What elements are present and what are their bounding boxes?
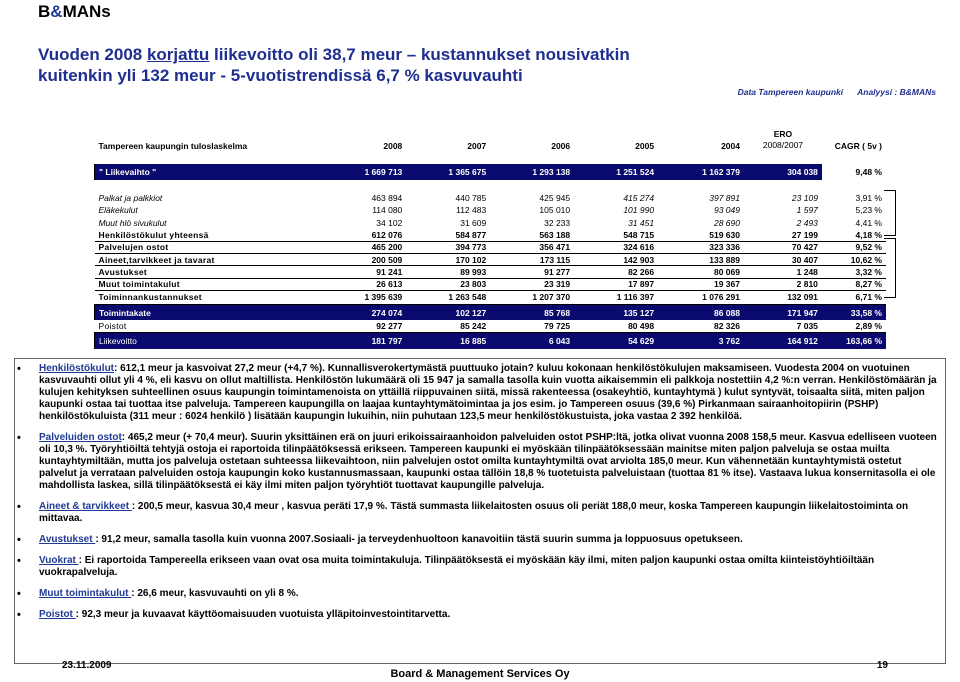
ero-header: ERO 2008/2007: [762, 129, 804, 150]
revenue-row: " Liikevaihto " 1 669 713 1 365 675 1 293 138 1 251 524 1 162 379 304 038 9,48 %: [95, 164, 887, 180]
footer-company: Board & Management Services Oy: [390, 668, 570, 680]
commentary-box: [14, 358, 946, 664]
page-number: 19: [876, 660, 888, 671]
analysis-source: Analyysi : B&MANs: [857, 87, 936, 97]
table-title: Tampereen kaupungin tuloslaskelma: [98, 141, 248, 151]
note-depreciation: • Poistot : 92,3 meur ja kuvaavat käyttöomaisuuden vuotuista ylläpitoinvestointitarvetta.: [39, 609, 939, 621]
footer-date: 23.11.2009: [62, 660, 112, 671]
table-row: Poistot 92 277 85 242 79 725 80 498 82 326 7 035 2,89 %: [95, 320, 887, 332]
note-service-purchases: • Palveluiden ostot: 465,2 meur (+ 70,4 meur). Suurin yksittäinen erä on juuri erikoissairaanhoidon palveluiden ostot PSHP:ltä, jotka olivat vuonna 2008 158,5 meur. Kasvua edelliseen vuoteen oli 10,3 %. Työryhtiöiltä tehtyjä ostoja ei raportoida tilinpäätöksessä erikseen. Tampereen kaupunki ei myöskään tilinpäätöksessään mainitse miten paljon palveluja se ostaa muilta kuntayhtymiltään, mutta jos palveluja ostetaan suhteessa liikevaihtoon, niin palvelujen ostot omilta kuntayhtymiltä ovat arviolta 185,0 meur. Kun vähennetään kuntayhtymistä ostetut palvelut ja verrataan palveluiden ostoja kaupungin koko kustannusmassaan, kaupunki ostaa tällöin 18,8 % tuotetuista palveluistaan (tuottaa 81 % itse). Vastaava lukua konsernitasolla ei ole mahdollista laskea, sillä tilinpäätöksestä ei käy ilmi miten paljon työryhtiöt tuottavat kaupungille palveluja.: [39, 432, 939, 492]
bracket-operating-costs: [884, 238, 896, 298]
note-rents: • Vuokrat : Ei raportoida Tampereella erikseen vaan ovat osa muita toimintakuluja. Tilinpäätöksestä ei myöskään käy ilmi, miten paljon kaupunki ostaa omilta kiinteistöyhtiöiltään vuokrapalveluja.: [39, 555, 939, 579]
source-credit: [738, 87, 936, 97]
table-row: Muut hlö sivukulut 34 102 31 609 32 233 31 451 28 690 2 493 4,41 %: [98, 217, 882, 228]
cagr-header: CAGR ( 5v ): [834, 141, 882, 151]
table-row: Eläkekulut 114 080 112 483 105 010 101 990 93 049 1 597 5,23 %: [98, 205, 882, 216]
note-other-costs: • Muut toimintakulut : 26,6 meur, kasvuvauhti on yli 8 %.: [39, 588, 939, 600]
note-personnel-costs: • Henkilöstökulut: 612,1 meur ja kasvoivat 27,2 meur (+4,7 %). Kunnallisverokertymästä puuttuuko jotain? kuluu kokonaan henkilöstökulujen maksamiseen. Vuodesta 2004 on vuotuinen kasvuvauhti ollut yli 4 %, eli kasvu on ollut maltillista. Henkilöstön lukumäärä oli 15 947 ja samalla tasolla kuin vuotta aikaisemmin eli palkkoja nostettiin 4,2 %:n verran. Henkilöstömäärän ja kulujen kehityksen suhteellinen osuus kaupungin toimintamenoista on yttäillä riippuvainen siitä, missä rakenteessa (osakeyhtiö, kuntayhtymä ) kulut syntyvät, toisaalta siitä, miten paljon kaupunki ostaa tai tuottaa itse palveluja. Tampereen kaupungilla on laajaa kuntayhtymätoimintaa ja jos esim. jo Tampereen osuus (39,6 %) Pirkanmaan sairaanhoitopiirin (PSHP) henkilöstökuluista (311 meur : 6024 henkilö ) lisätään kaupungin lukuihin, niin puhutaan 123,5 meur henkilöstökustuista, joka vastaa 2 392 henkilöä.: [39, 363, 939, 423]
table-row: Henkilöstökulut yhteensä 612 076 584 877 563 188 548 715 519 630 27 199 4,18 %: [95, 229, 887, 241]
operating-margin-row: Toimintakate 274 074 102 127 85 768 135 127 86 088 171 947 33,58 %: [95, 304, 887, 320]
table-row: Avustukset 91 241 89 993 91 277 82 266 80 069 1 248 3,32 %: [95, 266, 887, 278]
operating-profit-row: Liikevoitto 181 797 16 885 6 043 54 629 3 762 164 912 163,66 %: [95, 333, 887, 349]
data-source: Data Tampereen kaupunki: [737, 87, 844, 97]
table-header-row: Tampereen kaupungin tuloslaskelma 2008 2007 2006 2005 2004 ERO 2008/2007 CAGR ( 5v ): [95, 126, 887, 154]
table-row: Aineet,tarvikkeet ja tavarat 200 509 170 102 173 115 142 903 133 889 30 407 10,62 %: [95, 253, 887, 265]
note-materials: • Aineet & tarvikkeet : 200,5 meur, kasvua 30,4 meur , kasvua peräti 17,9 %. Tästä summasta liikelaitosten osuus oli periät 188,0 meur, koska Tampereen kaupungin liikelaitostoiminta on mittavaa.: [39, 501, 939, 525]
brand-logo: B&MANs: [38, 2, 111, 21]
table-row: Muut toimintakulut 26 613 23 803 23 319 17 897 19 367 2 810 8,27 %: [95, 278, 887, 290]
page-title: Vuoden 2008 korjattu liikevoitto oli 38,7 meur – kustannukset nousivatkin kuitenkin yli 132 meur - 5-vuotistrendissä 6,7 % kasvuvauhti: [38, 45, 630, 85]
table-row: Toiminnankustannukset 1 395 639 1 263 548 1 207 370 1 116 397 1 076 291 132 091 6,71 %: [95, 290, 887, 304]
table-row: Palkat ja palkkiot 463 894 440 785 425 945 415 274 397 891 23 109 3,91 %: [98, 193, 882, 204]
income-statement-table: [94, 126, 886, 349]
note-subsidies: • Avustukset : 91,2 meur, samalla tasolla kuin vuonna 2007.Sosiaali- ja terveydenhuoltoon kanavoitiin tästä suurin summa ja loppuosuus opetukseen.: [39, 534, 939, 546]
bracket-personnel-costs: [884, 190, 896, 236]
table-row: Palvelujen ostot 465 200 394 773 356 471 324 616 323 336 70 427 9,52 %: [95, 241, 887, 253]
